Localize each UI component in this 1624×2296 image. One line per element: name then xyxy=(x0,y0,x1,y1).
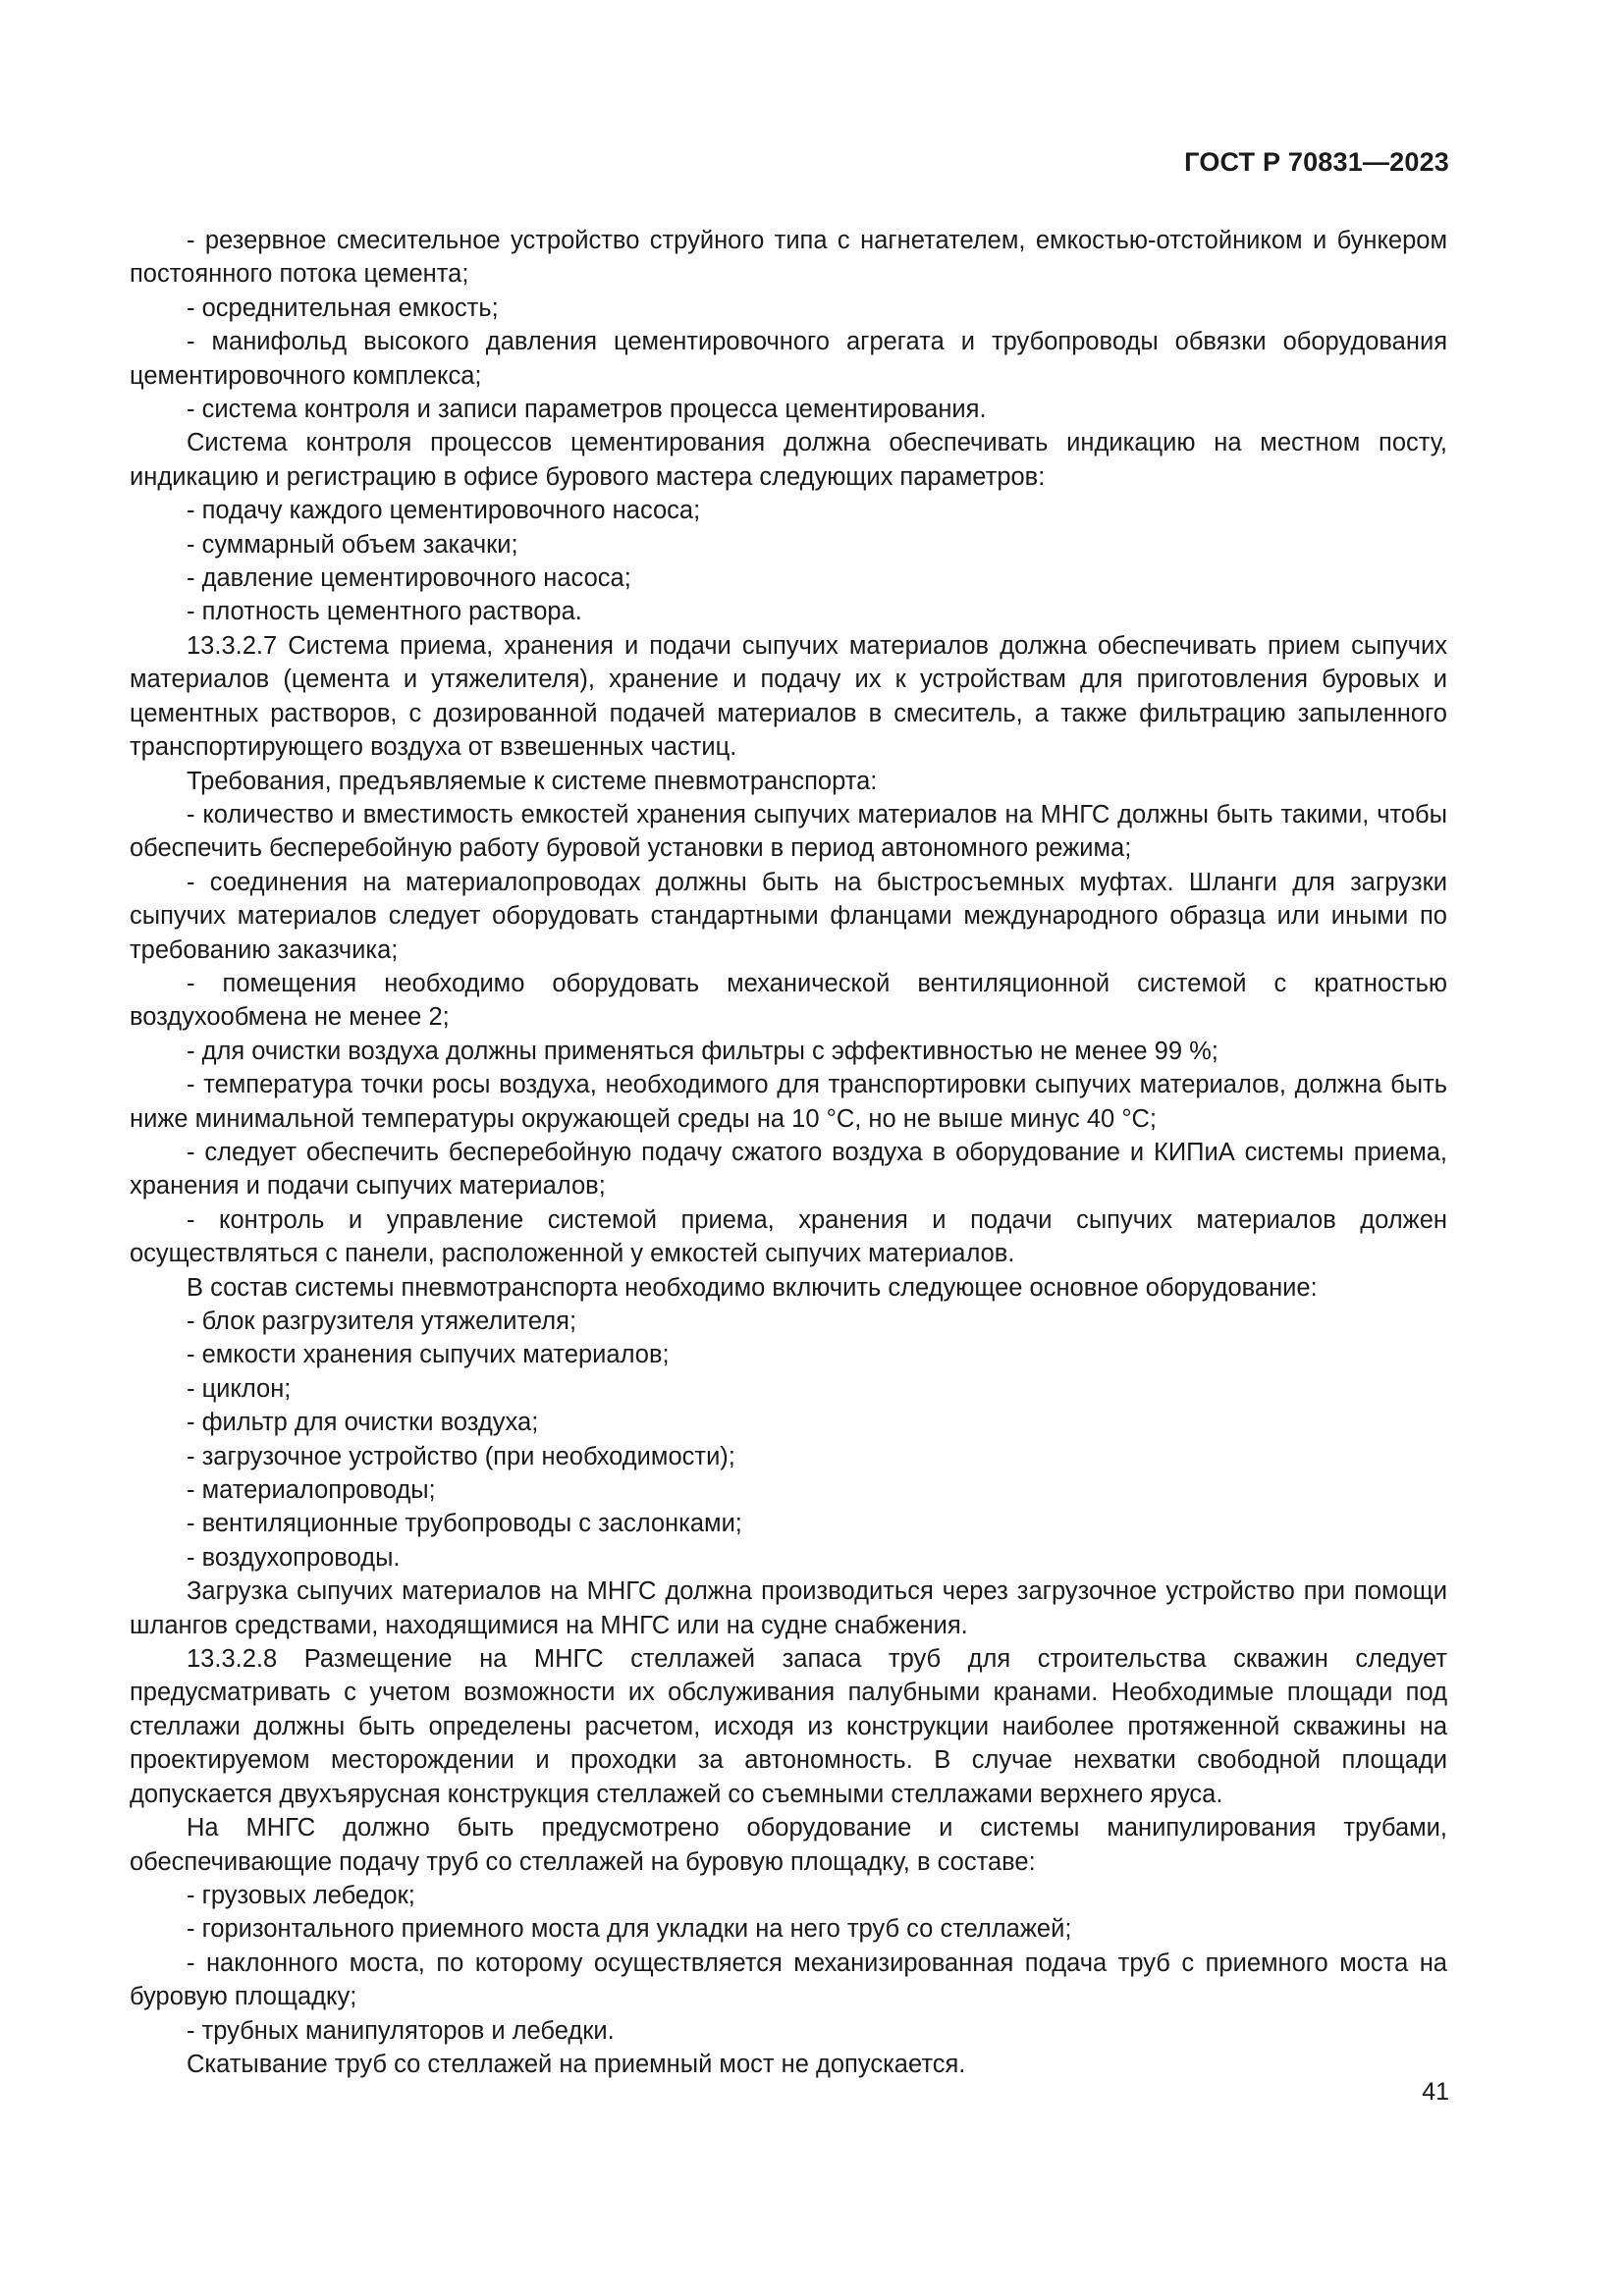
paragraph: - блок разгрузителя утяжелителя; xyxy=(187,1308,577,1335)
paragraph: - циклон; xyxy=(187,1374,292,1403)
paragraph: - фильтр для очистки воздуха; xyxy=(187,1409,539,1437)
paragraph: - соединения на материалопроводах должны быть на быстросъемных муфтах. Шланги для загрузки сыпучих материалов следует оборудовать стандартными фланцами международного образца или иными по требованию заказчика; xyxy=(130,868,1447,964)
paragraph: Загрузка сыпучих материалов на МНГС должна производиться через загрузочное устройство при помощи шлангов средствами, находящимися на МНГС или на судне снабжения. xyxy=(130,1577,1447,1639)
document-body xyxy=(130,224,1447,2081)
paragraph: - следует обеспечить бесперебойную подачу сжатого воздуха в оборудование и КИПиА системы приема, хранения и подачи сыпучих материалов; xyxy=(130,1138,1447,1201)
paragraph: Требования, предъявляемые к системе пневмотранспорта: xyxy=(187,767,878,795)
paragraph: На МНГС должно быть предусмотрено оборудование и системы манипулирования трубами, обеспечивающие подачу труб со стеллажей на буровую площадку, в составе: xyxy=(130,1814,1447,1876)
paragraph: Система контроля процессов цементирования должна обеспечивать индикацию на местном посту, индикацию и регистрацию в офисе бурового мастера следующих параметров: xyxy=(130,429,1447,491)
paragraph: - для очистки воздуха должны применяться фильтры с эффективностью не менее 99 %; xyxy=(187,1037,1218,1065)
paragraph: В состав системы пневмотранспорта необходимо включить следующее основное оборудование: xyxy=(187,1273,1318,1302)
paragraph: - давление цементировочного насоса; xyxy=(187,564,631,593)
paragraph: - загрузочное устройство (при необходимости); xyxy=(187,1442,735,1470)
page-number: 41 xyxy=(1422,2078,1449,2106)
paragraph: - суммарный объем закачки; xyxy=(187,530,518,559)
paragraph: 13.3.2.7 Система приема, хранения и подачи сыпучих материалов должна обеспечивать прием сыпучих материалов (цемента и утяжелителя), хранение и подачу их к устройствам для приготовления буровых и цементных растворов, с дозированной подачей материалов в смеситель, а также фильтрацию запыленного транспортирующего воздуха от взвешенных частиц. xyxy=(130,631,1447,762)
paragraph: - емкости хранения сыпучих материалов; xyxy=(187,1341,670,1369)
paragraph: Скатывание труб со стеллажей на приемный мост не допускается. xyxy=(187,2050,966,2078)
paragraph: - трубных манипуляторов и лебедки. xyxy=(187,2016,615,2045)
paragraph: - наклонного моста, по которому осуществляется механизированная подача труб с приемного моста на буровую площадку; xyxy=(130,1949,1447,2011)
paragraph: - манифольд высокого давления цементировочного агрегата и трубопроводы обвязки оборудования цементировочного комплекса; xyxy=(130,328,1447,390)
paragraph: - помещения необходимо оборудовать механической вентиляционной системой с кратностью воздухообмена не менее 2; xyxy=(130,969,1447,1032)
paragraph: - грузовых лебедок; xyxy=(187,1881,415,1909)
paragraph: - горизонтального приемного моста для укладки на него труб со стеллажей; xyxy=(187,1915,1072,1944)
paragraph: - количество и вместимость емкостей хранения сыпучих материалов на МНГС должны быть такими, чтобы обеспечить бесперебойную работу буровой установки в период автономного режима; xyxy=(130,800,1447,863)
document-header: ГОСТ Р 70831—2023 xyxy=(1184,147,1449,177)
paragraph: 13.3.2.8 Размещение на МНГС стеллажей запаса труб для строительства скважин следует предусматривать с учетом возможности их обслуживания палубными кранами. Необходимые площади под стеллажи должны быть определены расчетом, исходя из конструкции наиболее протяженной скважины на проектируемом месторождении и проходки за автономность. В случае нехватки свободной площади допускается двухъярусная конструкция стеллажей со съемными стеллажами верхнего яруса. xyxy=(130,1645,1447,1808)
paragraph: - резервное смесительное устройство струйного типа с нагнетателем, емкостью-отстойником и бункером постоянного потока цемента; xyxy=(130,227,1447,289)
paragraph: - воздухопроводы. xyxy=(187,1543,401,1572)
paragraph: - система контроля и записи параметров процесса цементирования. xyxy=(187,396,987,424)
paragraph: - плотность цементного раствора. xyxy=(187,598,582,626)
paragraph: - материалопроводы; xyxy=(187,1476,436,1505)
paragraph: - подачу каждого цементировочного насоса; xyxy=(187,497,701,525)
paragraph: - вентиляционные трубопроводы с заслонками; xyxy=(187,1510,742,1538)
paragraph: - контроль и управление системой приема, хранения и подачи сыпучих материалов должен осуществляться с панели, расположенной у емкостей сыпучих материалов. xyxy=(130,1205,1447,1268)
paragraph: - осреднительная емкость; xyxy=(187,294,499,322)
paragraph: - температура точки росы воздуха, необходимого для транспортировки сыпучих материалов, должна быть ниже минимальной температуры окружающей среды на 10 °С, но не выше минус 40 °С; xyxy=(130,1071,1447,1133)
